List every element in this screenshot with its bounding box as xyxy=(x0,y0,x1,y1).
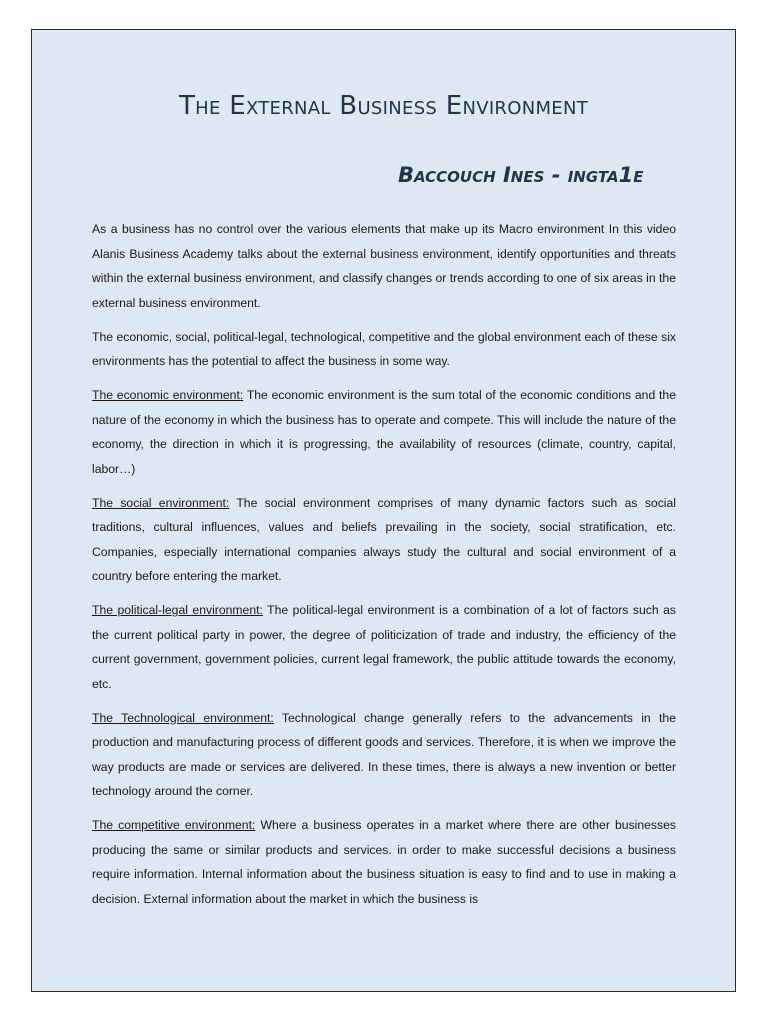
section-social xyxy=(92,491,676,589)
document-author: Baccouch Ines - ingta1e xyxy=(398,163,644,187)
section-text-political-legal: The political-legal environment is a combination of a lot of factors such as the current political party in power, the degree of politicization of trade and industry, the efficiency of the current government, government policies, current legal framework, the public attitude towards the economy, etc. xyxy=(92,603,676,691)
document-page xyxy=(31,29,736,992)
paragraph-intro: As a business has no control over the various elements that make up its Macro environment In this video Alanis Business Academy talks about the external business environment, identify opportunities and threats within the external business environment, and classify changes or trends according to one of six areas in the external business environment. xyxy=(92,222,676,310)
document-body xyxy=(92,217,676,921)
section-heading-economic: The economic environment: xyxy=(92,388,244,402)
section-heading-technological: The Technological environment: xyxy=(92,710,274,725)
section-economic xyxy=(92,383,676,481)
section-text-technological: Technological change generally refers to the advancements in the production and manufacturing process of different goods and services. Therefore, it is when we improve the way products are made or services are delivered. In these times, there is always a new invention or better technology around the corner. xyxy=(92,710,676,798)
section-text-economic: The economic environment is the sum total of the economic conditions and the nature of the economy in which the business has to operate and compete. This will include the nature of the economy, the direction in which it is progressing, the availability of resources (climate, country, capital, labor…) xyxy=(92,388,676,476)
section-heading-competitive: The competitive environment: xyxy=(92,818,256,832)
section-heading-political-legal: The political-legal environment: xyxy=(92,603,263,617)
section-competitive xyxy=(92,813,676,911)
paragraph-six-environments: The economic, social, political-legal, technological, competitive and the global environment each of these six environments has the potential to affect the business in some way. xyxy=(92,329,676,368)
section-text-social: The social environment comprises of many dynamic factors such as social traditions, cultural influences, values and beliefs prevailing in the society, social stratification, etc. Companies, especially international companies always study the cultural and social environment of a country before entering the market. xyxy=(92,495,676,583)
section-political-legal xyxy=(92,598,676,696)
section-heading-social: The social environment: xyxy=(92,495,230,510)
section-text-competitive: Where a business operates in a market where there are other businesses producing the same or similar products and services. in order to make successful decisions a business require information. Internal information about the business situation is easy to find and to use in making a decision. External information about the market in which the business is xyxy=(92,818,676,906)
document-title: The External Business Environment xyxy=(178,91,589,121)
section-technological xyxy=(92,706,676,804)
